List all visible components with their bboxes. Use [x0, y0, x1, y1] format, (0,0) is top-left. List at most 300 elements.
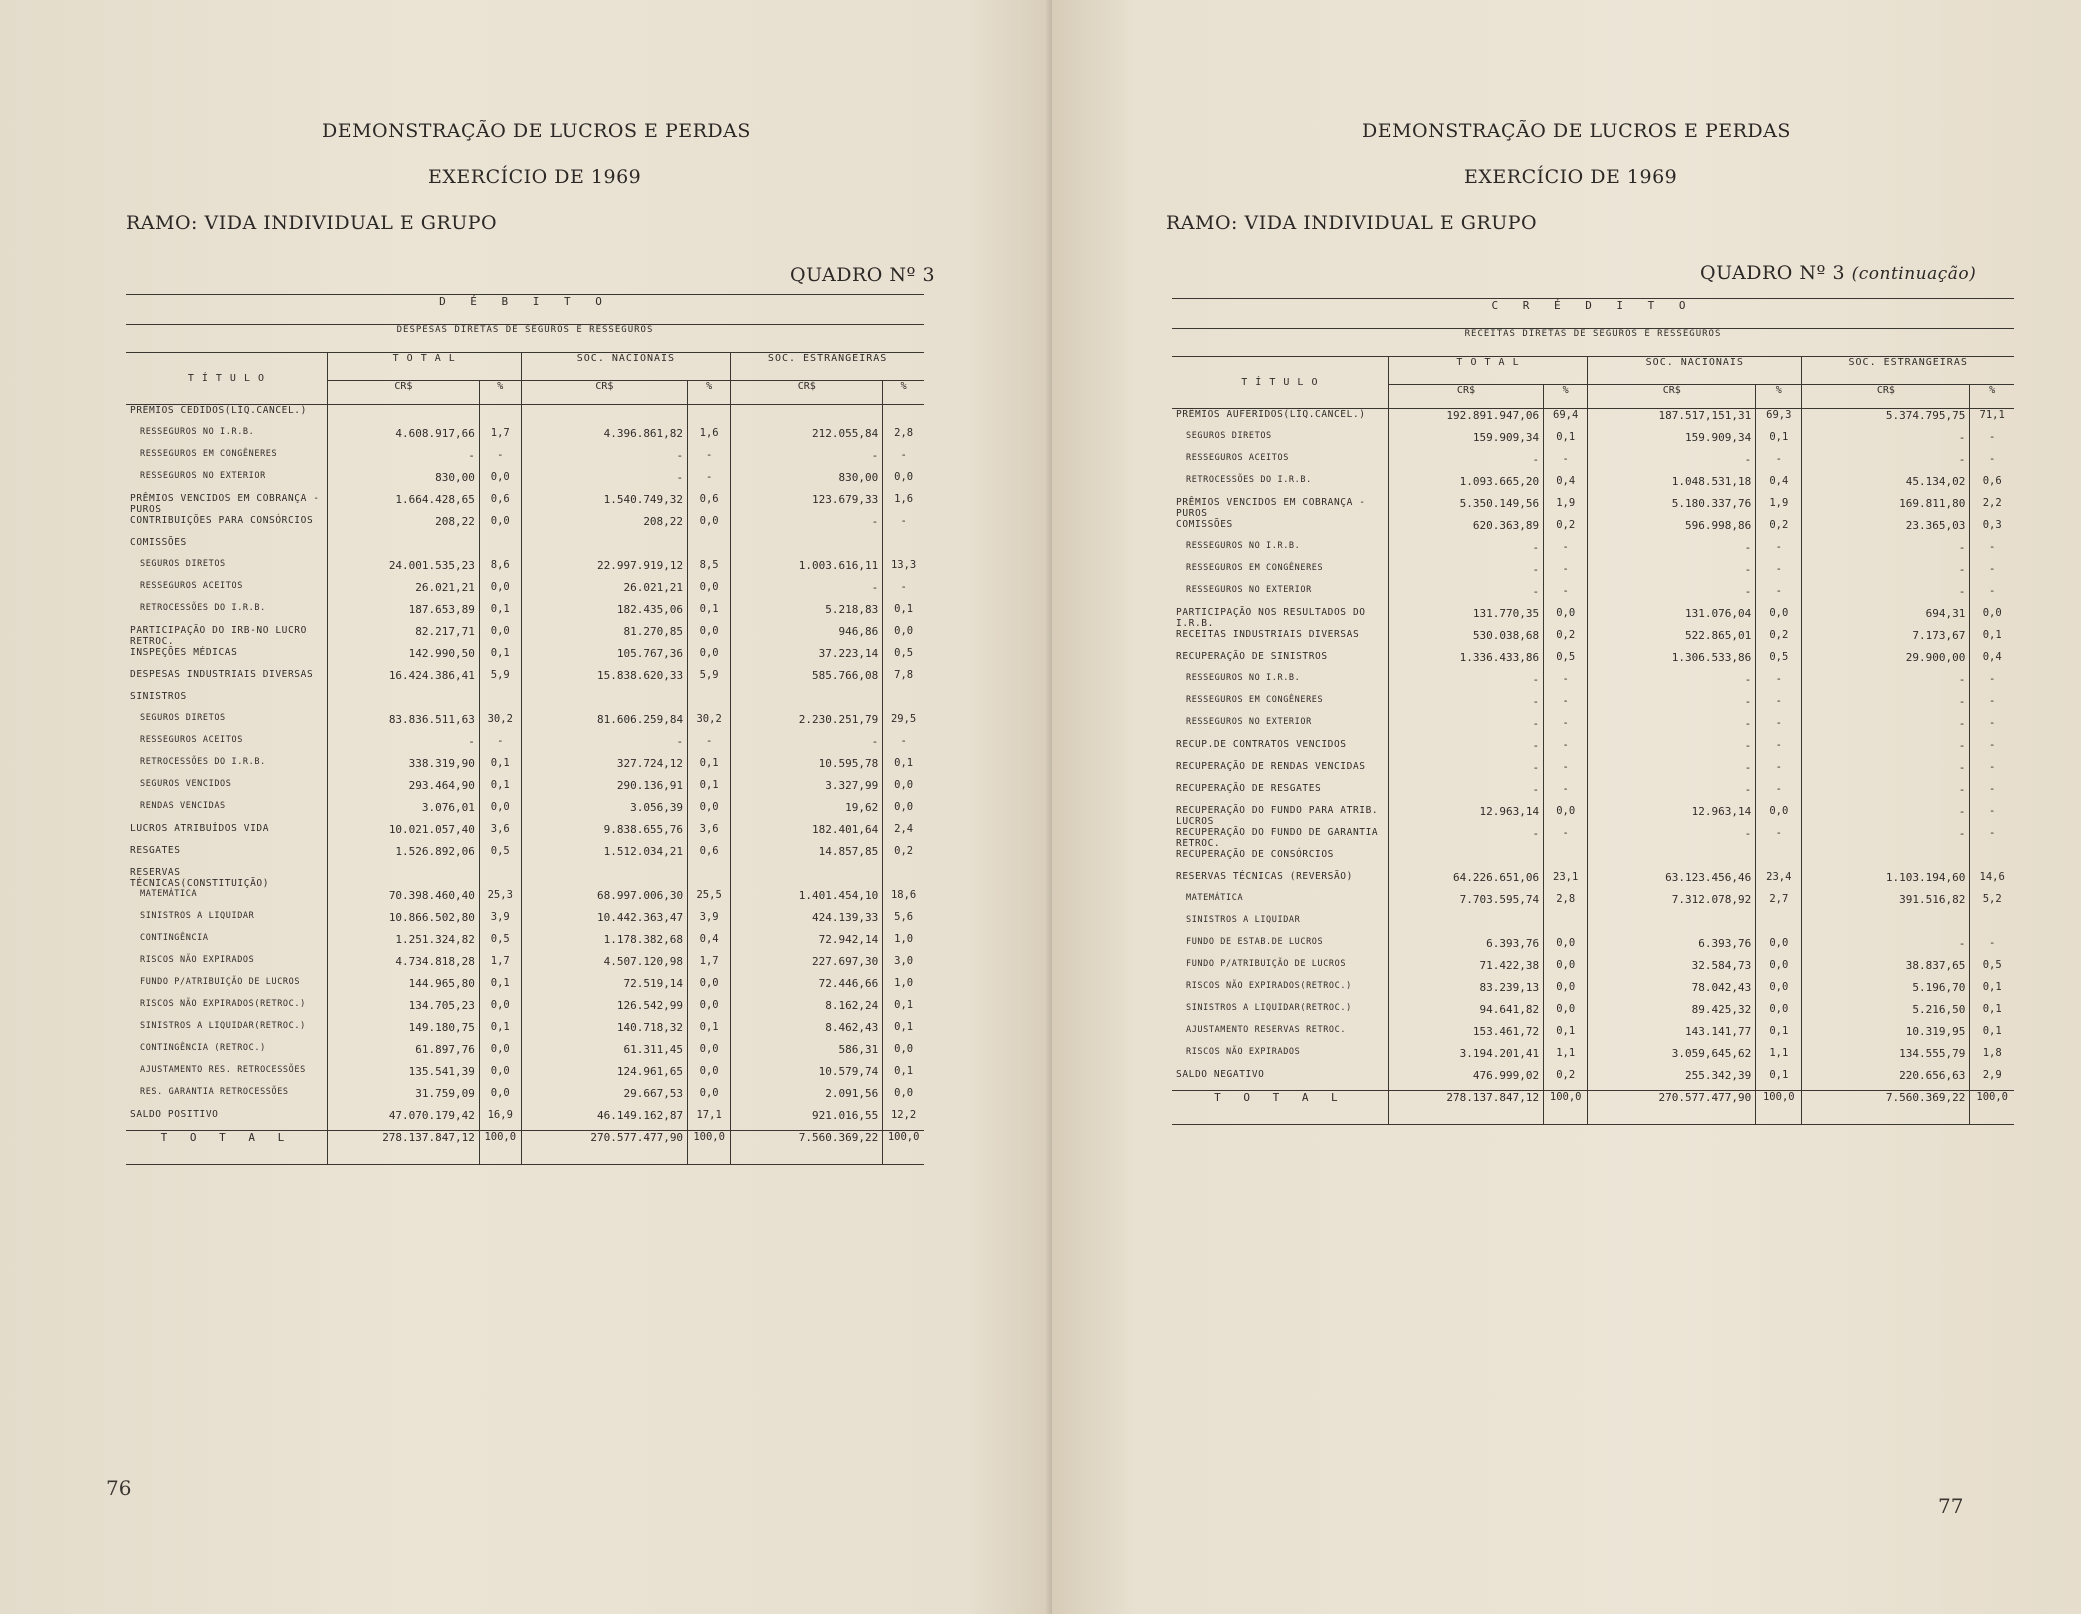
- total-value: 278.137.847,12: [327, 1131, 479, 1165]
- table-row: [126, 867, 924, 889]
- nacionais-pct: -: [688, 471, 731, 493]
- table-row: [126, 669, 924, 691]
- total-pct: 0,2: [1544, 519, 1588, 541]
- table-row: [126, 515, 924, 537]
- table-row: [1172, 937, 2014, 959]
- estrangeiras-value: 123.679,33: [731, 493, 883, 515]
- row-label: RESSEGUROS ACEITOS: [1186, 452, 1289, 463]
- nacionais-pct: 2,7: [1756, 893, 1802, 915]
- estrangeiras-pct: 2,4: [883, 823, 924, 845]
- table-row: [126, 823, 924, 845]
- estrangeiras-pct: [883, 405, 924, 427]
- nacionais-value: -: [521, 735, 687, 757]
- estrangeiras-pct: -: [883, 735, 924, 757]
- estrangeiras-pct: -: [883, 449, 924, 471]
- nacionais-value: 255.342,39: [1588, 1069, 1756, 1091]
- total-pct: [479, 405, 521, 427]
- estrangeiras-pct: [1970, 915, 2014, 937]
- total-nac-value: 270.577.477,90: [521, 1131, 687, 1165]
- row-label: PARTICIPAÇÃO NOS RESULTADOS DO I.R.B.: [1176, 606, 1366, 629]
- estrangeiras-pct: 0,0: [883, 801, 924, 823]
- total-value: -: [1388, 827, 1543, 849]
- nacionais-value: -: [1588, 717, 1756, 739]
- nacionais-value: 78.042,43: [1588, 981, 1756, 1003]
- table-row: [1172, 717, 2014, 739]
- nacionais-pct: 30,2: [688, 713, 731, 735]
- estrangeiras-pct: 0,1: [883, 1021, 924, 1043]
- estrangeiras-value: 5.216,50: [1802, 1003, 1970, 1025]
- table-row: [1172, 651, 2014, 673]
- estrangeiras-pct: -: [1970, 453, 2014, 475]
- unit-pct: %: [1756, 385, 1802, 409]
- total-value: 338.319,90: [327, 757, 479, 779]
- total-pct: 8,6: [479, 559, 521, 581]
- nacionais-value: 208,22: [521, 515, 687, 537]
- table-row: [126, 1021, 924, 1043]
- nacionais-pct: [688, 537, 731, 559]
- estrangeiras-value: 946,86: [731, 625, 883, 647]
- total-pct: -: [479, 449, 521, 471]
- estrangeiras-value: 2.091,56: [731, 1087, 883, 1109]
- table-row: [1172, 915, 2014, 937]
- nacionais-pct: 0,1: [1756, 1025, 1802, 1047]
- estrangeiras-pct: 2,8: [883, 427, 924, 449]
- row-label: RECUPERAÇÃO DE RENDAS VENCIDAS: [1176, 760, 1366, 772]
- total-value: -: [1388, 563, 1543, 585]
- total-pct: 0,0: [479, 515, 521, 537]
- estrangeiras-header: SOC. ESTRANGEIRAS: [731, 353, 924, 381]
- estrangeiras-pct: 3,0: [883, 955, 924, 977]
- table-row: [126, 427, 924, 449]
- total-pct: 0,1: [479, 647, 521, 669]
- estrangeiras-value: 921.016,55: [731, 1109, 883, 1131]
- table-row: [126, 625, 924, 647]
- total-pct: 0,6: [479, 493, 521, 515]
- estrangeiras-value: 5.196,70: [1802, 981, 1970, 1003]
- total-value: 1.336.433,86: [1388, 651, 1543, 673]
- total-value: 4.608.917,66: [327, 427, 479, 449]
- total-value: 64.226.651,06: [1388, 871, 1543, 893]
- estrangeiras-value: 14.857,85: [731, 845, 883, 867]
- table-row: [1172, 739, 2014, 761]
- total-value: 83.836.511,63: [327, 713, 479, 735]
- estrangeiras-pct: 1,6: [883, 493, 924, 515]
- row-label: RES. GARANTIA RETROCESSÕES: [140, 1086, 289, 1097]
- table-row: [126, 559, 924, 581]
- estrangeiras-value: 19,62: [731, 801, 883, 823]
- nacionais-pct: 0,0: [688, 1065, 731, 1087]
- estrangeiras-value: 37.223,14: [731, 647, 883, 669]
- row-label: PRÊMIOS VENCIDOS EM COBRANÇA - PUROS: [1176, 496, 1366, 519]
- nacionais-pct: 0,0: [688, 999, 731, 1021]
- estrangeiras-pct: -: [1970, 805, 2014, 827]
- table-row: [1172, 673, 2014, 695]
- nacionais-pct: 0,0: [1756, 937, 1802, 959]
- total-pct: 0,5: [479, 845, 521, 867]
- total-label: T O T A L: [1172, 1091, 1388, 1125]
- estrangeiras-value: -: [1802, 827, 1970, 849]
- estrangeiras-value: 8.162,24: [731, 999, 883, 1021]
- row-label: PRÊMIOS AUFERIDOS(LÍQ.CANCEL.): [1176, 409, 1366, 420]
- table-row: [126, 713, 924, 735]
- nacionais-header: SOC. NACIONAIS: [1588, 357, 1802, 385]
- total-value: 159.909,34: [1388, 431, 1543, 453]
- nacionais-value: 596.998,86: [1588, 519, 1756, 541]
- total-value: 278.137.847,12: [1388, 1091, 1543, 1125]
- estrangeiras-value: 2.230.251,79: [731, 713, 883, 735]
- estrangeiras-value: 7.173,67: [1802, 629, 1970, 651]
- table-row: [126, 801, 924, 823]
- total-pct: 0,1: [1544, 431, 1588, 453]
- row-label: RECUPERAÇÃO DE SINISTROS: [1176, 650, 1328, 662]
- estrangeiras-pct: -: [883, 581, 924, 603]
- total-value: 830,00: [327, 471, 479, 493]
- total-pct: 3,9: [479, 911, 521, 933]
- row-label: MATEMÁTICA: [1186, 892, 1244, 903]
- table-row: [126, 889, 924, 911]
- unit-cr: CR$: [731, 381, 883, 405]
- estrangeiras-pct: 0,1: [883, 757, 924, 779]
- nacionais-value: 9.838.655,76: [521, 823, 687, 845]
- row-label: RESSEGUROS NO EXTERIOR: [1186, 716, 1312, 727]
- row-label: PRÊMIOS VENCIDOS EM COBRANÇA - PUROS: [130, 492, 320, 515]
- total-value: 134.705,23: [327, 999, 479, 1021]
- estrangeiras-pct: 2,2: [1970, 497, 2014, 519]
- nacionais-pct: -: [1756, 453, 1802, 475]
- total-value: -: [1388, 739, 1543, 761]
- estrangeiras-pct: -: [1970, 585, 2014, 607]
- nacionais-pct: 3,9: [688, 911, 731, 933]
- total-value: 4.734.818,28: [327, 955, 479, 977]
- estrangeiras-pct: 2,9: [1970, 1069, 2014, 1091]
- table-row: [1172, 519, 2014, 541]
- nacionais-value: 140.718,32: [521, 1021, 687, 1043]
- nacionais-pct: -: [1756, 695, 1802, 717]
- nacionais-pct: 17,1: [688, 1109, 731, 1131]
- page-number: 76: [106, 1476, 132, 1500]
- nacionais-value: 187.517,151,31: [1588, 409, 1756, 431]
- nacionais-pct: 0,6: [688, 493, 731, 515]
- estrangeiras-pct: -: [1970, 563, 2014, 585]
- total-pct: 0,1: [479, 779, 521, 801]
- estrangeiras-pct: 0,1: [1970, 1003, 2014, 1025]
- section-heading: C R É D I T O: [1172, 299, 2014, 329]
- nacionais-value: -: [1588, 739, 1756, 761]
- estrangeiras-pct: -: [1970, 541, 2014, 563]
- nacionais-pct: -: [1756, 783, 1802, 805]
- table-row: [1172, 1025, 2014, 1047]
- total-value: 142.990,50: [327, 647, 479, 669]
- total-pct: 0,0: [479, 581, 521, 603]
- estrangeiras-pct: -: [1970, 783, 2014, 805]
- total-value: 82.217,71: [327, 625, 479, 647]
- total-pct: 0,0: [1544, 805, 1588, 827]
- estrangeiras-value: 72.942,14: [731, 933, 883, 955]
- quadro-number: QUADRO Nº 3: [1700, 262, 1846, 284]
- estrangeiras-pct: 13,3: [883, 559, 924, 581]
- page-title: DEMONSTRAÇÃO DE LUCROS E PERDAS: [322, 120, 751, 142]
- estrangeiras-value: 1.103.194,60: [1802, 871, 1970, 893]
- total-pct: -: [1544, 717, 1588, 739]
- nacionais-pct: 3,6: [688, 823, 731, 845]
- estrangeiras-pct: -: [1970, 673, 2014, 695]
- row-label: FUNDO P/ATRIBUIÇÃO DE LUCROS: [1186, 958, 1347, 969]
- total-value: 6.393,76: [1388, 937, 1543, 959]
- estrangeiras-value: -: [731, 515, 883, 537]
- estrangeiras-value: -: [1802, 783, 1970, 805]
- row-label: SEGUROS VENCIDOS: [140, 778, 232, 789]
- total-value: [327, 867, 479, 889]
- row-label: RESSEGUROS ACEITOS: [140, 734, 243, 745]
- nacionais-pct: 0,0: [688, 515, 731, 537]
- unit-pct: %: [1544, 385, 1588, 409]
- nacionais-value: 290.136,91: [521, 779, 687, 801]
- total-pct: 0,0: [479, 625, 521, 647]
- estrangeiras-value: -: [1802, 673, 1970, 695]
- estrangeiras-value: 8.462,43: [731, 1021, 883, 1043]
- nacionais-pct: 0,6: [688, 845, 731, 867]
- row-label: FUNDO P/ATRIBUIÇÃO DE LUCROS: [140, 976, 301, 987]
- table-row: [1172, 585, 2014, 607]
- unit-cr: CR$: [521, 381, 687, 405]
- total-header: T O T A L: [1388, 357, 1587, 385]
- row-label: CONTRIBUIÇÕES PARA CONSÓRCIOS: [130, 514, 314, 526]
- table-row: [126, 1065, 924, 1087]
- total-pct: 0,1: [479, 977, 521, 999]
- nacionais-pct: 0,2: [1756, 519, 1802, 541]
- row-label: PARTICIPAÇÃO DO IRB-NO LUCRO RETROC.: [130, 624, 307, 647]
- estrangeiras-value: 3.327,99: [731, 779, 883, 801]
- total-value: 5.350.149,56: [1388, 497, 1543, 519]
- total-est-pct: 100,0: [1970, 1091, 2014, 1125]
- total-value: 31.759,09: [327, 1087, 479, 1109]
- nacionais-pct: 69,3: [1756, 409, 1802, 431]
- unit-pct: %: [479, 381, 521, 405]
- nacionais-pct: 1,1: [1756, 1047, 1802, 1069]
- nacionais-value: 182.435,06: [521, 603, 687, 625]
- total-value: 7.703.595,74: [1388, 893, 1543, 915]
- estrangeiras-pct: 71,1: [1970, 409, 2014, 431]
- table-row: [126, 405, 924, 427]
- total-value: -: [327, 449, 479, 471]
- table-row: [126, 647, 924, 669]
- nacionais-value: 6.393,76: [1588, 937, 1756, 959]
- estrangeiras-pct: 0,0: [883, 471, 924, 493]
- estrangeiras-pct: -: [1970, 695, 2014, 717]
- nacionais-value: -: [1588, 541, 1756, 563]
- total-pct: 0,5: [479, 933, 521, 955]
- estrangeiras-value: -: [1802, 563, 1970, 585]
- table-row: [1172, 849, 2014, 871]
- nacionais-pct: -: [1756, 541, 1802, 563]
- total-value: 187.653,89: [327, 603, 479, 625]
- table-row: [126, 1043, 924, 1065]
- total-pct: 1,7: [479, 427, 521, 449]
- total-value: -: [1388, 585, 1543, 607]
- nacionais-value: 126.542,99: [521, 999, 687, 1021]
- table-row: [1172, 959, 2014, 981]
- nacionais-value: 143.141,77: [1588, 1025, 1756, 1047]
- row-label: RESSEGUROS NO EXTERIOR: [140, 470, 266, 481]
- table-row: [126, 471, 924, 493]
- row-label: RISCOS NÃO EXPIRADOS: [140, 954, 255, 965]
- total-value: [327, 691, 479, 713]
- estrangeiras-pct: -: [1970, 739, 2014, 761]
- estrangeiras-value: 220.656,63: [1802, 1069, 1970, 1091]
- nacionais-value: 61.311,45: [521, 1043, 687, 1065]
- nacionais-value: 72.519,14: [521, 977, 687, 999]
- total-row: [126, 1131, 924, 1165]
- total-pct: 0,1: [479, 603, 521, 625]
- nacionais-pct: 1,9: [1756, 497, 1802, 519]
- nacionais-pct: 0,1: [688, 779, 731, 801]
- row-label: RECUP.DE CONTRATOS VENCIDOS: [1176, 738, 1347, 750]
- row-label: RESERVAS TÉCNICAS(CONSTITUIÇÃO): [130, 866, 270, 889]
- estrangeiras-pct: [883, 691, 924, 713]
- estrangeiras-value: 134.555,79: [1802, 1047, 1970, 1069]
- total-pct: -: [1544, 761, 1588, 783]
- estrangeiras-pct: -: [1970, 827, 2014, 849]
- total-label: T O T A L: [126, 1131, 327, 1165]
- nacionais-pct: [1756, 849, 1802, 871]
- nacionais-value: 105.767,36: [521, 647, 687, 669]
- total-value: 293.464,90: [327, 779, 479, 801]
- estrangeiras-pct: 5,6: [883, 911, 924, 933]
- unit-cr: CR$: [327, 381, 479, 405]
- nacionais-pct: 1,7: [688, 955, 731, 977]
- row-label: COMISSÕES: [130, 536, 187, 548]
- total-value: -: [1388, 717, 1543, 739]
- estrangeiras-value: -: [1802, 739, 1970, 761]
- nacionais-pct: 0,0: [1756, 959, 1802, 981]
- row-label: RISCOS NÃO EXPIRADOS(RETROC.): [140, 998, 306, 1009]
- nacionais-value: 3.059,645,62: [1588, 1047, 1756, 1069]
- page-number: 77: [1938, 1494, 1964, 1518]
- estrangeiras-value: 38.837,65: [1802, 959, 1970, 981]
- table-row: [126, 1109, 924, 1131]
- total-value: [1388, 849, 1543, 871]
- total-pct: -: [1544, 673, 1588, 695]
- table-row: [1172, 453, 2014, 475]
- estrangeiras-pct: 0,6: [1970, 475, 2014, 497]
- nacionais-value: 4.507.120,98: [521, 955, 687, 977]
- nacionais-pct: -: [1756, 761, 1802, 783]
- ramo-heading: RAMO: VIDA INDIVIDUAL E GRUPO: [1166, 212, 1538, 234]
- total-pct: 0,4: [1544, 475, 1588, 497]
- nacionais-value: 327.724,12: [521, 757, 687, 779]
- estrangeiras-value: -: [1802, 453, 1970, 475]
- estrangeiras-value: [731, 867, 883, 889]
- table-row: [1172, 475, 2014, 497]
- estrangeiras-pct: -: [1970, 761, 2014, 783]
- total-value: 131.770,35: [1388, 607, 1543, 629]
- estrangeiras-value: 5.374.795,75: [1802, 409, 1970, 431]
- estrangeiras-pct: [883, 867, 924, 889]
- table-row: [126, 911, 924, 933]
- estrangeiras-value: -: [1802, 717, 1970, 739]
- total-value: 70.398.460,40: [327, 889, 479, 911]
- total-pct: -: [1544, 541, 1588, 563]
- nacionais-pct: 0,0: [1756, 1003, 1802, 1025]
- table-row: [126, 779, 924, 801]
- nacionais-value: [1588, 849, 1756, 871]
- nacionais-value: 3.056,39: [521, 801, 687, 823]
- estrangeiras-value: -: [1802, 937, 1970, 959]
- exercicio-heading: EXERCÍCIO DE 1969: [428, 166, 642, 188]
- total-value: -: [327, 735, 479, 757]
- table-row: [1172, 629, 2014, 651]
- right-page: [1052, 0, 2081, 1614]
- nacionais-pct: 0,1: [1756, 431, 1802, 453]
- nacionais-value: 1.512.034,21: [521, 845, 687, 867]
- nacionais-pct: 0,0: [1756, 607, 1802, 629]
- row-label: RISCOS NÃO EXPIRADOS: [1186, 1046, 1301, 1057]
- estrangeiras-value: [731, 537, 883, 559]
- nacionais-value: 22.997.919,12: [521, 559, 687, 581]
- row-label: RETROCESSÕES DO I.R.B.: [140, 602, 266, 613]
- estrangeiras-value: 391.516,82: [1802, 893, 1970, 915]
- nacionais-value: -: [1588, 673, 1756, 695]
- total-value: 47.070.179,42: [327, 1109, 479, 1131]
- nacionais-value: -: [1588, 783, 1756, 805]
- table-row: [126, 537, 924, 559]
- estrangeiras-value: 72.446,66: [731, 977, 883, 999]
- nacionais-pct: 0,4: [1756, 475, 1802, 497]
- row-label: RESSEGUROS NO I.R.B.: [1186, 672, 1301, 683]
- table-row: [1172, 1047, 2014, 1069]
- total-value: 24.001.535,23: [327, 559, 479, 581]
- row-label: RECUPERAÇÃO DE CONSÓRCIOS: [1176, 848, 1334, 860]
- total-value: 16.424.386,41: [327, 669, 479, 691]
- row-label: RESSEGUROS NO EXTERIOR: [1186, 584, 1312, 595]
- quadro-continuation: (continuação): [1851, 264, 1977, 284]
- nacionais-pct: 0,0: [1756, 981, 1802, 1003]
- total-header: T O T A L: [327, 353, 521, 381]
- table-row: [1172, 805, 2014, 827]
- nacionais-pct: [688, 691, 731, 713]
- total-value: [327, 537, 479, 559]
- nacionais-value: 68.997.006,30: [521, 889, 687, 911]
- row-label: RISCOS NÃO EXPIRADOS(RETROC.): [1186, 980, 1352, 991]
- nacionais-pct: 5,9: [688, 669, 731, 691]
- total-pct: 69,4: [1544, 409, 1588, 431]
- estrangeiras-pct: 0,0: [883, 625, 924, 647]
- total-value: [1388, 915, 1543, 937]
- total-pct: -: [479, 735, 521, 757]
- estrangeiras-value: [731, 405, 883, 427]
- estrangeiras-pct: 1,0: [883, 977, 924, 999]
- estrangeiras-value: 1.003.616,11: [731, 559, 883, 581]
- total-value: 3.076,01: [327, 801, 479, 823]
- total-pct: 0,0: [1544, 607, 1588, 629]
- unit-pct: %: [1970, 385, 2014, 409]
- total-value: -: [1388, 541, 1543, 563]
- table-row: [1172, 1069, 2014, 1091]
- row-label: SINISTROS A LIQUIDAR(RETROC.): [1186, 1002, 1352, 1013]
- nacionais-value: 1.540.749,32: [521, 493, 687, 515]
- table-row: [126, 977, 924, 999]
- estrangeiras-value: -: [731, 581, 883, 603]
- estrangeiras-pct: 5,2: [1970, 893, 2014, 915]
- titulo-header: T Í T U L O: [126, 353, 327, 405]
- total-pct: 3,6: [479, 823, 521, 845]
- estrangeiras-pct: 0,0: [883, 779, 924, 801]
- ramo-heading: RAMO: VIDA INDIVIDUAL E GRUPO: [126, 212, 498, 234]
- total-pct: 0,2: [1544, 629, 1588, 651]
- nacionais-value: -: [1588, 585, 1756, 607]
- total-pct: 0,0: [479, 999, 521, 1021]
- estrangeiras-value: 169.811,80: [1802, 497, 1970, 519]
